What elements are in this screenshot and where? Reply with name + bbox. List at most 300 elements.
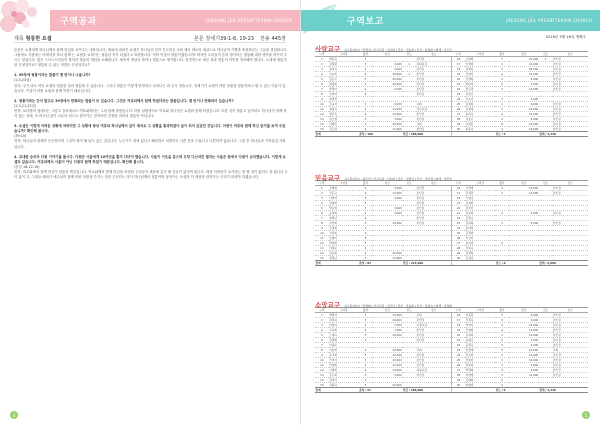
table-cell: 최정숙집 xyxy=(416,368,452,373)
column-header: 장소 xyxy=(416,52,452,57)
table-cell: 10 xyxy=(315,358,329,363)
table-cell: 이숙희 xyxy=(329,328,359,333)
church-name: JAESONG JEIL PRESBYTERIAN CHURCH xyxy=(206,18,292,23)
table-cell: 본인집 xyxy=(416,328,452,333)
table-cell: 본인집 xyxy=(416,72,452,77)
table-cell: 4 xyxy=(359,246,373,251)
total-cell: 합계 / 3,240 xyxy=(539,388,556,392)
table-cell: 강영자 xyxy=(465,72,495,77)
column-header: 구역 xyxy=(315,52,329,57)
table-cell: 이영숙 xyxy=(465,196,495,201)
table-cell: 4,000 xyxy=(372,62,402,67)
table-cell: 1 xyxy=(315,57,329,62)
table-cell: 2 xyxy=(315,318,329,323)
column-header: 구역 xyxy=(451,181,465,186)
table-cell: 9,000 xyxy=(372,102,402,107)
table-cell: 11,000 xyxy=(372,107,402,112)
section-meta: 교구장(목사) : 박경성 | 부교구장 : 이순희 | 총무 : 김순희 | 서기 : 허정희 | 회계 : 김은주 xyxy=(344,48,452,52)
table-cell: 안미자 xyxy=(329,358,359,363)
table-cell: 김경희 xyxy=(465,77,495,82)
table-cell: 3 xyxy=(359,196,373,201)
sermon-title-label: 제목 xyxy=(14,35,24,42)
table-cell: 이순남 xyxy=(465,97,495,102)
table-cell: 박인자 xyxy=(465,323,495,328)
table-cell: 16 xyxy=(451,313,465,318)
table-cell: 본인집 xyxy=(416,117,452,122)
table-cell: 5 xyxy=(359,353,373,358)
table-cell: 5 xyxy=(495,82,509,87)
right-header xyxy=(301,10,600,31)
table-cell: 본인집 xyxy=(416,358,452,363)
table-cell: 본인집 xyxy=(552,333,588,338)
total-cell xyxy=(451,388,465,393)
table-cell: 교회 xyxy=(552,348,588,353)
table-cell: 안정희 xyxy=(329,363,359,368)
table-cell: 3 xyxy=(359,328,373,333)
table-cell: 27 xyxy=(451,241,465,246)
question-3-answer: 먼저: 하나님과 관계가 든든하다면 그것이 복이 될 낯도 있는 것입니다. 누군가가 곁에 없다고 해선하고 처벌하고 나쁜 운을 두었다고 나쁜하지 않습니다. 그렇 후 하나님과 가까워질 기회입니다. xyxy=(14,139,286,149)
question-4-answer: 먼저: 여호와께서 함께 하심이 형통의 핵심입니다. 여호와께서 함께 하심을 처형한 우리들이 세상에 흥가 될 것들이 있어야 합니다. 세상 사람들이 보기에는 잘 될 것이 없어도 잘 됩니다 우리 삶이 고, 그대들 때마다 예수님이 함께 어떤 상황을 가지는 것의 주신다는 것이 하나님께서 형통이며 살아가는 요셉과 이 세상을 살아가는 우리가 되셔야 하겠습니다. xyxy=(14,169,288,179)
column-header: 구역장 xyxy=(329,181,359,186)
table-cell: 본인집 xyxy=(552,127,588,132)
table-cell: 30 xyxy=(451,256,465,261)
table-cell: 4 xyxy=(359,127,373,132)
table-cell: 본인집 xyxy=(416,77,452,82)
table-cell: 3 xyxy=(359,67,373,72)
total-cell: 전도 / 0 xyxy=(495,261,509,266)
table-cell: 권영자 xyxy=(465,358,495,363)
table-cell: 이혜자 xyxy=(329,196,359,201)
report-section xyxy=(315,44,588,137)
table-cell: 23 xyxy=(451,221,465,226)
table-cell: 10,000 xyxy=(372,358,402,363)
table-cell: 이경교집 xyxy=(416,323,452,328)
table-cell: 본인집 xyxy=(552,57,588,62)
table-cell: 이혜순 xyxy=(329,246,359,251)
total-cell: 합계 xyxy=(315,132,329,137)
table-cell: 3,000 xyxy=(372,117,402,122)
table-cell: 12,000 xyxy=(372,363,402,368)
table-cell: 10,000 xyxy=(509,333,539,338)
table-cell: 박순희 xyxy=(465,82,495,87)
table-cell: 3 xyxy=(315,67,329,72)
table-cell: 송미경 xyxy=(465,241,495,246)
column-header: 출석 xyxy=(359,181,373,186)
table-cell: 김은주 xyxy=(329,77,359,82)
table-cell: 22 xyxy=(451,343,465,348)
table-cell: 5,000 xyxy=(509,368,539,373)
page-title: 구역보고 xyxy=(347,17,384,27)
table-cell: 2 xyxy=(495,62,509,67)
table-cell: 정정남 xyxy=(329,256,359,261)
table-cell: 3 xyxy=(359,206,373,211)
question-4-ref: (삼상 18:12-16) xyxy=(14,164,40,169)
table-cell: 4 xyxy=(495,112,509,117)
table-cell: 이해옥 xyxy=(329,122,359,127)
column-header: 구역 xyxy=(315,181,329,186)
table-cell: 3 xyxy=(495,348,509,353)
table-cell: 본인집 xyxy=(416,87,452,92)
column-header: 장소 xyxy=(552,181,588,186)
table-cell: 조정신 xyxy=(465,122,495,127)
table-cell: 본인집 xyxy=(416,221,452,226)
table-cell: 본인집 xyxy=(552,186,588,191)
total-cell xyxy=(509,388,539,393)
question-1: 1. 39장에 형통이라는 말씀이 몇 번이나 나옵니까? xyxy=(14,73,91,78)
table-cell: 10,000 xyxy=(509,72,539,77)
table-cell: 2 xyxy=(495,102,509,107)
table-cell: 3,000 xyxy=(372,67,402,72)
report-table xyxy=(315,52,588,137)
table-cell: 본인집 xyxy=(416,216,452,221)
total-cell: 전도 / 0 xyxy=(495,388,509,393)
table-cell: 21 xyxy=(451,82,465,87)
table-cell: 박순희 xyxy=(465,363,495,368)
table-cell: 신은숙 xyxy=(329,191,359,196)
table-cell: 본인집 xyxy=(416,201,452,206)
total-cell xyxy=(552,261,588,266)
table-cell: 김희원 xyxy=(329,62,359,67)
table-cell: 15,000 xyxy=(509,323,539,328)
table-cell: 4 xyxy=(359,112,373,117)
table-cell: 12,000 xyxy=(509,112,539,117)
table-cell: 4 xyxy=(359,92,373,97)
column-header: 장소 xyxy=(552,308,588,313)
table-cell: 본인집 xyxy=(552,67,588,72)
table-cell: 15 xyxy=(315,256,329,261)
table-cell: 최영선 xyxy=(329,97,359,102)
column-header: 전도 xyxy=(402,181,416,186)
sermon-hymn: 445장 xyxy=(271,35,286,42)
table-cell: 최정숙 xyxy=(329,107,359,112)
table-cell: 김정희 xyxy=(465,102,495,107)
table-cell: 30 xyxy=(451,127,465,132)
table-cell: 8 xyxy=(315,221,329,226)
table-cell: 28 xyxy=(451,117,465,122)
column-header: 장소 xyxy=(416,308,452,313)
total-cell xyxy=(372,261,402,266)
table-cell: 3 xyxy=(315,323,329,328)
table-cell: 김복희 xyxy=(465,221,495,226)
table-cell: 교회 xyxy=(416,122,452,127)
table-cell: 27 xyxy=(451,112,465,117)
table-cell: 10,000 xyxy=(509,348,539,353)
table-cell: 5,000 xyxy=(509,211,539,216)
table-cell: 박문숙 xyxy=(329,57,359,62)
table-cell: 5 xyxy=(315,206,329,211)
table-cell: 5 xyxy=(359,77,373,82)
table-cell: 13,000 xyxy=(372,191,402,196)
table-cell: 교회 xyxy=(416,348,452,353)
table-cell: 5,000 xyxy=(509,82,539,87)
total-row xyxy=(315,132,588,137)
table-cell: 11 xyxy=(315,363,329,368)
table-cell: 1 xyxy=(315,313,329,318)
table-cell: 4 xyxy=(495,117,509,122)
table-cell: 28 xyxy=(451,373,465,378)
table-cell: 30 xyxy=(451,383,465,388)
church-name: JAESONG JEIL PRESBYTERIAN CHURCH xyxy=(506,18,592,23)
table-cell: 5,000 xyxy=(509,313,539,318)
table-cell: 26 xyxy=(451,107,465,112)
table-cell: 13,000 xyxy=(372,313,402,318)
column-header: 구역장 xyxy=(465,181,495,186)
table-cell: 21 xyxy=(451,338,465,343)
table-cell: 28 xyxy=(451,246,465,251)
table-cell: 김정화 xyxy=(329,338,359,343)
table-cell: 김소영 xyxy=(329,117,359,122)
table-cell: 9 xyxy=(315,226,329,231)
table-cell: 10,000 xyxy=(509,122,539,127)
table-cell: 4 xyxy=(359,191,373,196)
column-header: 출석 xyxy=(359,52,373,57)
section-title: 소망교구 xyxy=(315,301,341,309)
table-cell: 3,000 xyxy=(372,186,402,191)
table-cell: 한경아 xyxy=(329,87,359,92)
table-cell: 이정아 xyxy=(329,323,359,328)
column-header: 출석 xyxy=(495,308,509,313)
table-cell: 7 xyxy=(315,216,329,221)
table-cell: 5,000 xyxy=(509,343,539,348)
total-cell: 합계 xyxy=(315,388,329,393)
table-cell: 10,000 xyxy=(509,358,539,363)
table-cell: 최정님 xyxy=(329,216,359,221)
table-cell: 3 xyxy=(359,102,373,107)
total-cell xyxy=(509,132,539,137)
question-3-ref: (39:10) xyxy=(14,134,27,139)
table-cell: 18 xyxy=(451,323,465,328)
page-title: 구역공과 xyxy=(60,17,97,27)
table-cell: 본인집 xyxy=(552,338,588,343)
table-cell: 3 xyxy=(495,368,509,373)
table-cell: 윤정숙 xyxy=(465,338,495,343)
table-cell: 14 xyxy=(315,378,329,383)
table-cell: 3 xyxy=(495,363,509,368)
table-cell: 본인집 xyxy=(552,328,588,333)
table-cell: 본인집 xyxy=(552,107,588,112)
table-cell: 신희숙 xyxy=(465,246,495,251)
table-cell: 11 xyxy=(315,107,329,112)
table-cell: 13 xyxy=(315,246,329,251)
table-cell: 김영자 xyxy=(465,67,495,72)
table-cell: 김경희 xyxy=(465,251,495,256)
table-cell: 함은경 xyxy=(465,87,495,92)
table-cell: 4 xyxy=(359,216,373,221)
table-cell: 본인집 xyxy=(552,62,588,67)
table-cell: 박재정 xyxy=(329,241,359,246)
table-cell: 3,000 xyxy=(372,196,402,201)
table-cell: 2 xyxy=(495,241,509,246)
table-cell: 최경숙 xyxy=(329,318,359,323)
table-cell: 이정애 xyxy=(465,373,495,378)
table-cell: 김순희 xyxy=(465,211,495,216)
table-cell: 2,000 xyxy=(372,87,402,92)
table-cell: 3 xyxy=(359,57,373,62)
table-cell: 3 xyxy=(495,378,509,383)
column-header: 전도 xyxy=(539,52,553,57)
table-cell: 13 xyxy=(315,117,329,122)
table-cell: 2 xyxy=(495,72,509,77)
column-header: 전도 xyxy=(402,308,416,313)
table-cell: 본인집 xyxy=(552,353,588,358)
table-cell: 4 xyxy=(359,251,373,256)
table-cell: 이용원 xyxy=(465,313,495,318)
table-cell: 본인집 xyxy=(416,57,452,62)
table-cell: 3 xyxy=(495,87,509,92)
table-cell: 29 xyxy=(451,378,465,383)
table-cell: 5,000 xyxy=(509,363,539,368)
table-cell: 2 xyxy=(315,191,329,196)
table-cell: 노재숙 xyxy=(329,333,359,338)
total-cell xyxy=(552,132,588,137)
table-cell: 10 xyxy=(315,231,329,236)
table-cell: 김영미 xyxy=(329,236,359,241)
table-cell: 신희숙 xyxy=(329,383,359,388)
table-cell: 25 xyxy=(451,358,465,363)
table-cell: 26 xyxy=(451,363,465,368)
table-cell: 18 xyxy=(451,67,465,72)
table-cell: 본인집 xyxy=(416,206,452,211)
table-cell: 3 xyxy=(495,353,509,358)
table-cell: 24 xyxy=(451,226,465,231)
table-cell: 25 xyxy=(451,102,465,107)
table-cell: 9 xyxy=(315,97,329,102)
table-cell: 본인집 xyxy=(552,368,588,373)
column-header: 전도 xyxy=(539,181,553,186)
table-cell: 5 xyxy=(359,383,373,388)
table-cell: 본인집 xyxy=(552,323,588,328)
column-header: 구역 xyxy=(451,308,465,313)
table-cell: 12 xyxy=(315,368,329,373)
table-cell: 23 xyxy=(451,348,465,353)
table-cell: 안경희 xyxy=(465,62,495,67)
table-cell: 본인집 xyxy=(552,358,588,363)
table-cell: 3 xyxy=(495,211,509,216)
table-cell: 12,000 xyxy=(509,328,539,333)
table-cell: 3 xyxy=(495,221,509,226)
table-cell: 4 xyxy=(359,368,373,373)
table-cell: 15 xyxy=(315,383,329,388)
table-cell: 서경애 xyxy=(465,186,495,191)
question-2-ref: (2,3,21,23절) xyxy=(14,103,37,108)
table-cell: 교회 xyxy=(416,102,452,107)
table-cell: 15 xyxy=(315,127,329,132)
table-cell: 송미숙 xyxy=(465,112,495,117)
table-cell: 13,000 xyxy=(509,191,539,196)
table-cell: 3 xyxy=(359,363,373,368)
sermon-hymn-label: 찬송 xyxy=(259,35,270,42)
table-cell: 3 xyxy=(359,241,373,246)
table-cell: 18 xyxy=(451,196,465,201)
table-cell: 김미희 xyxy=(465,226,495,231)
table-cell: 본인집 xyxy=(416,318,452,323)
total-cell: 헌금 / 215,000 xyxy=(402,261,424,265)
total-cell xyxy=(451,132,465,137)
page-number: 4 xyxy=(10,411,18,419)
table-cell: 3 xyxy=(359,122,373,127)
sermon-text-label: 본문 xyxy=(193,35,204,42)
table-cell: 김정애 xyxy=(465,107,495,112)
table-cell: 14 xyxy=(315,251,329,256)
column-header: 출석 xyxy=(359,308,373,313)
table-cell: 본인집 xyxy=(416,127,452,132)
table-cell: 26 xyxy=(451,236,465,241)
right-page xyxy=(300,0,600,425)
table-cell: 신경숙 xyxy=(465,318,495,323)
table-cell: 본인집 xyxy=(552,102,588,107)
table-cell: 1 xyxy=(402,72,416,77)
table-cell: 6 xyxy=(315,211,329,216)
table-cell: 김동희 xyxy=(329,251,359,256)
table-cell: 본인집 xyxy=(552,82,588,87)
table-cell: 3 xyxy=(359,333,373,338)
table-cell: 본인집 xyxy=(416,333,452,338)
table-cell: 정신옥 xyxy=(329,112,359,117)
table-cell: 최용숙 xyxy=(465,127,495,132)
total-cell xyxy=(329,261,359,266)
table-cell: 14,000 xyxy=(509,107,539,112)
table-cell: 25 xyxy=(451,231,465,236)
table-cell: 22 xyxy=(451,216,465,221)
table-cell: 4 xyxy=(495,318,509,323)
lesson-body xyxy=(14,48,288,185)
table-cell: 조영희 xyxy=(465,201,495,206)
table-cell: 박경자 xyxy=(329,313,359,318)
table-cell: 22 xyxy=(451,87,465,92)
table-cell: 11,000 xyxy=(372,127,402,132)
table-cell: 본인집 xyxy=(416,82,452,87)
table-cell: 3 xyxy=(495,333,509,338)
table-cell: 25,000 xyxy=(509,67,539,72)
total-cell: 합계 xyxy=(315,261,329,266)
table-cell: 본인집 xyxy=(416,186,452,191)
table-cell: 본인집 xyxy=(552,221,588,226)
table-cell: 3 xyxy=(315,196,329,201)
table-cell: 3 xyxy=(359,358,373,363)
page-number: 5 xyxy=(582,411,590,419)
table-cell: 김미진 xyxy=(465,206,495,211)
table-cell: 본인집 xyxy=(416,196,452,201)
table-cell: 우정희 xyxy=(329,226,359,231)
sermon-info xyxy=(14,34,286,43)
table-cell: 20 xyxy=(451,206,465,211)
total-cell xyxy=(509,261,539,266)
table-cell: 윤경숙 xyxy=(465,343,495,348)
table-cell: 19 xyxy=(451,328,465,333)
sermon-text: 창세기39:1-6, 19-23 xyxy=(205,35,254,42)
table-cell: 이선희 xyxy=(329,221,359,226)
column-header: 전도 xyxy=(402,52,416,57)
table-cell: 10,000 xyxy=(509,353,539,358)
table-cell: 3 xyxy=(359,62,373,67)
column-header: 헌금 xyxy=(372,181,402,186)
total-cell: 헌금 / 286,000 xyxy=(402,132,424,136)
column-header: 헌금 xyxy=(509,308,539,313)
table-cell: 1 xyxy=(315,186,329,191)
total-cell xyxy=(552,388,588,393)
table-cell: 2 xyxy=(315,62,329,67)
total-cell xyxy=(372,132,402,137)
column-header: 헌금 xyxy=(372,308,402,313)
table-cell: 10,000 xyxy=(372,82,402,87)
table-cell: 15,000 xyxy=(509,186,539,191)
table-cell: 4 xyxy=(315,201,329,206)
table-cell: 본인집 xyxy=(552,363,588,368)
table-cell: 본인집 xyxy=(552,117,588,122)
table-cell: 13 xyxy=(315,373,329,378)
table-cell: 3 xyxy=(495,77,509,82)
total-row xyxy=(315,388,588,393)
